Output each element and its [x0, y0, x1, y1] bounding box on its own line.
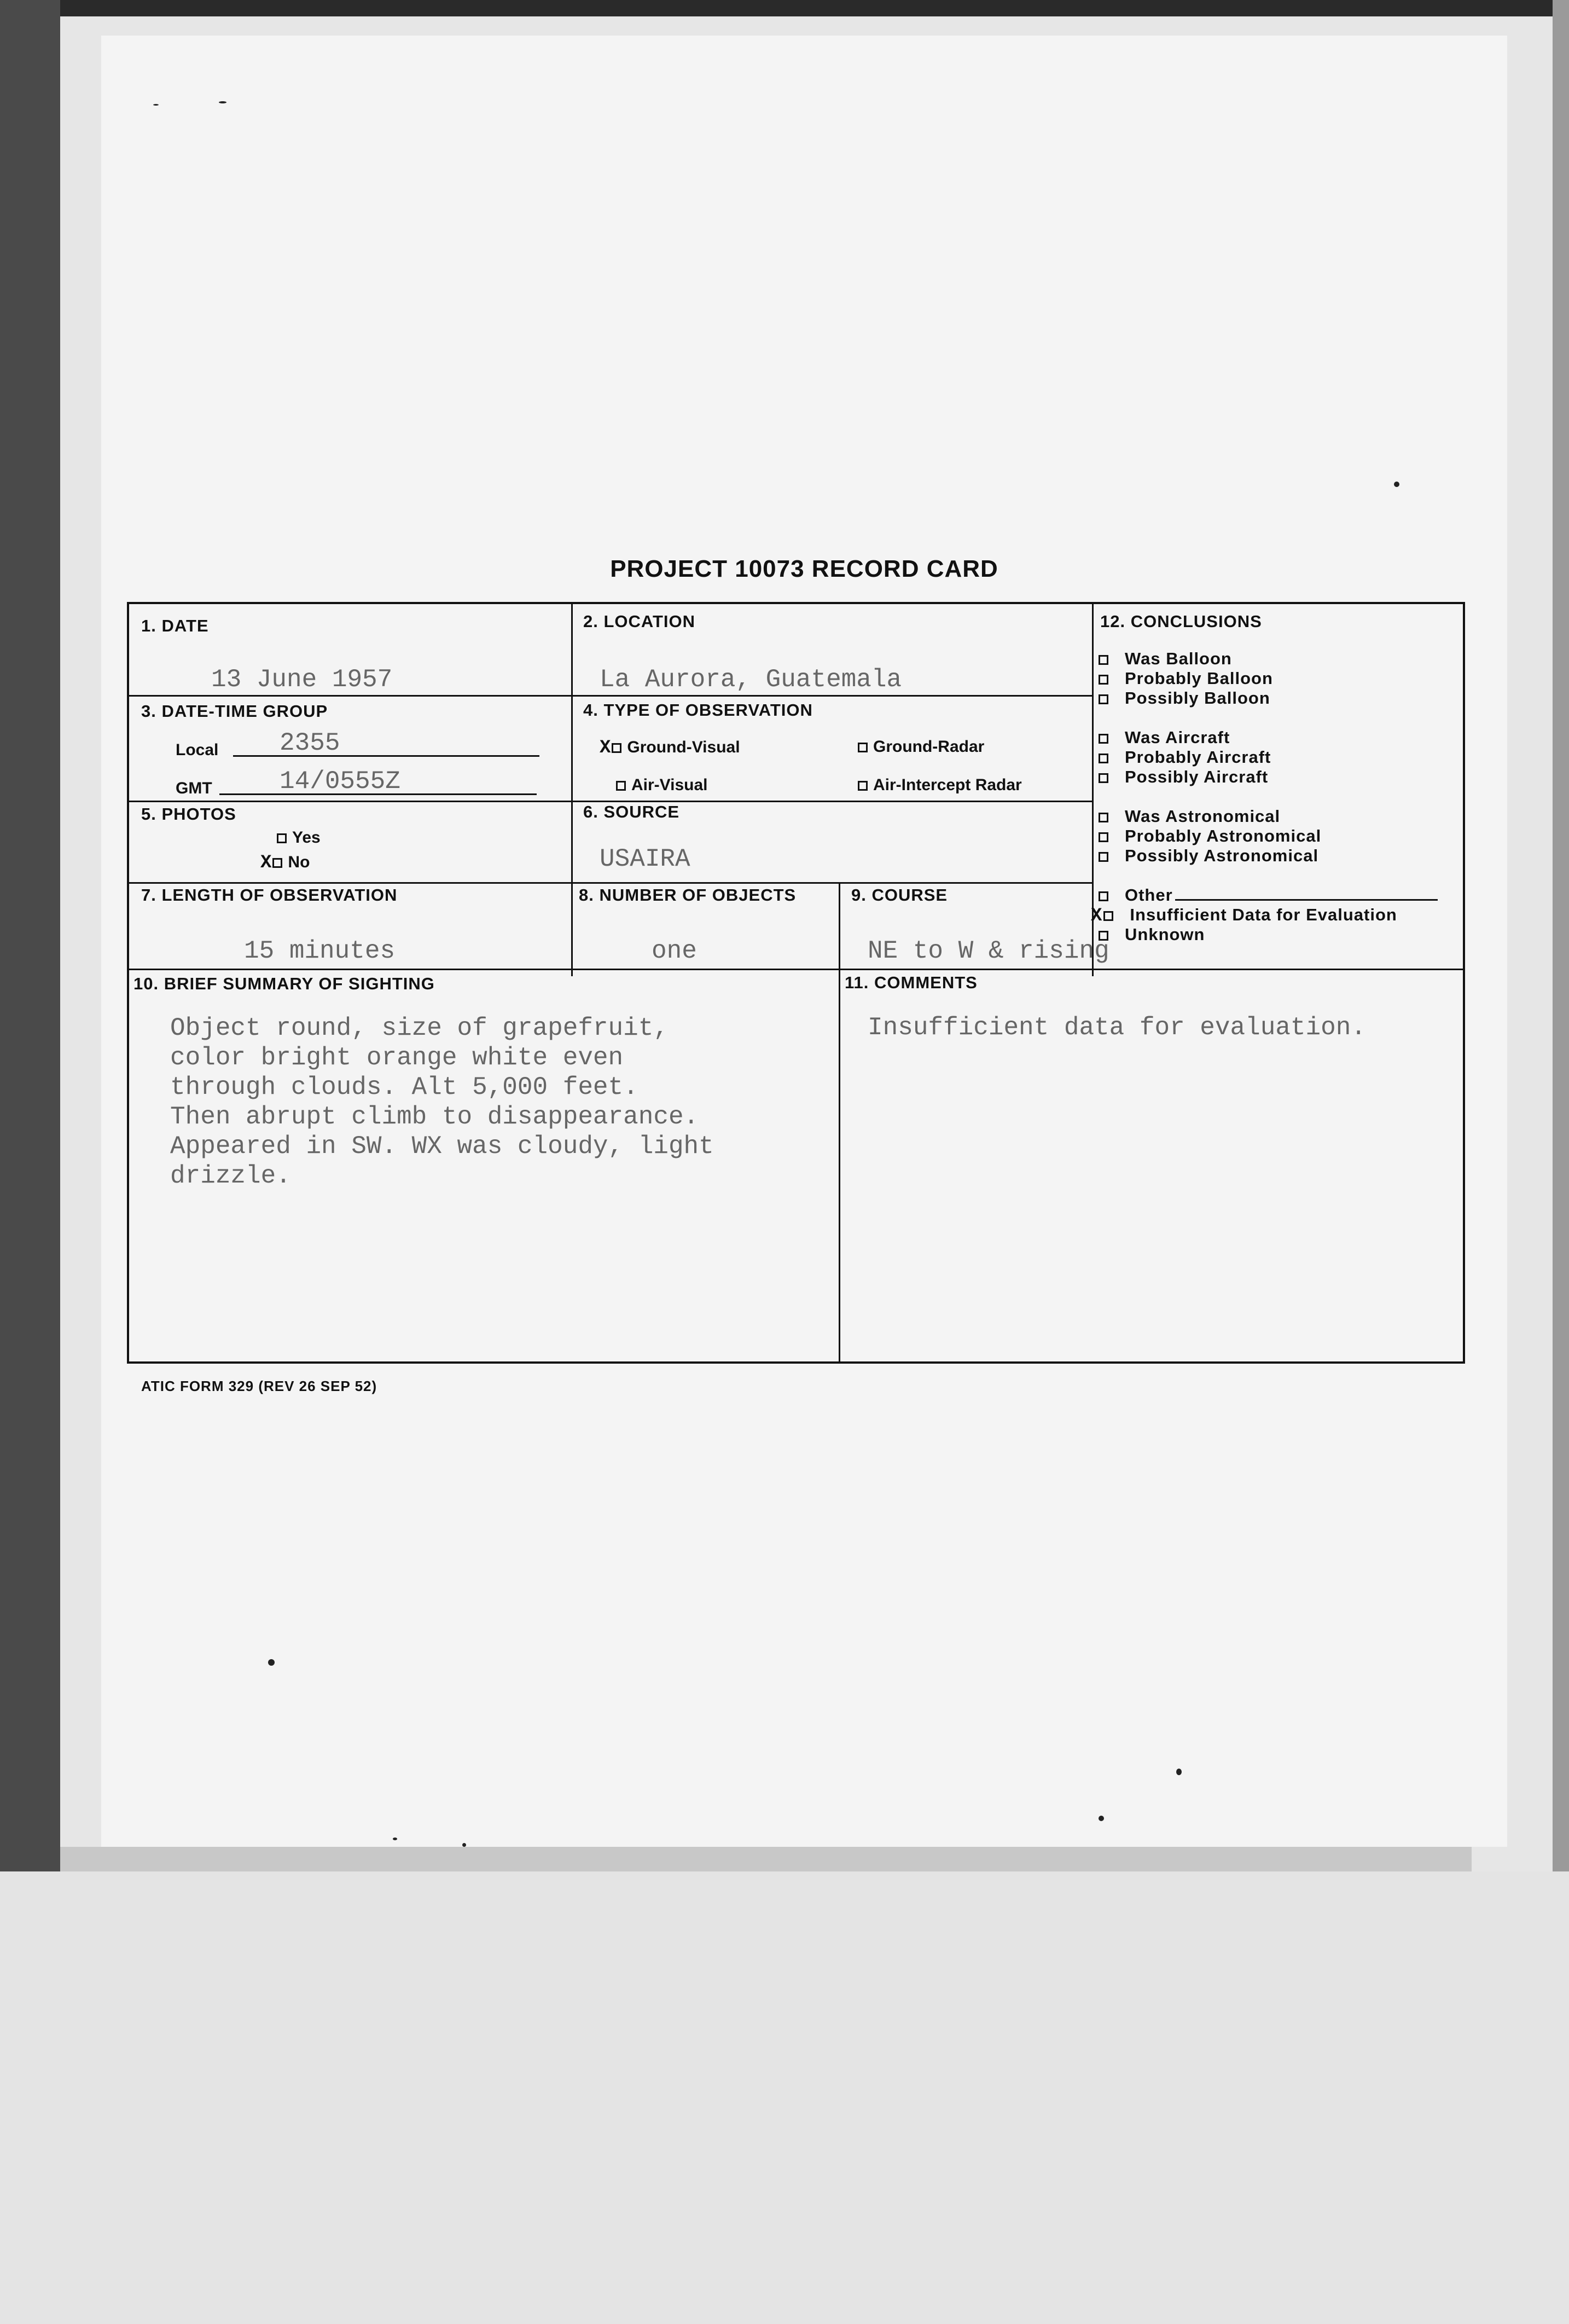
- location-label: 2. LOCATION: [583, 612, 696, 631]
- conclusion-item: [1099, 826, 1321, 846]
- checkbox-icon: [1099, 675, 1108, 685]
- background-area: [0, 1871, 1569, 2324]
- length-value: 15 minutes: [244, 937, 396, 965]
- checkbox-icon: [1099, 734, 1108, 744]
- checkbox-icon: [1099, 773, 1108, 783]
- form-number: ATIC FORM 329 (REV 26 SEP 52): [141, 1378, 377, 1394]
- record-card: [127, 602, 1465, 1364]
- photos-no: X No: [260, 853, 310, 873]
- conclusion-item: [1099, 925, 1205, 944]
- local-value: 2355: [280, 729, 340, 757]
- dust-speck: [1176, 1769, 1182, 1775]
- comments-label: 11. COMMENTS: [845, 973, 978, 992]
- checkbox-icon: [858, 743, 868, 752]
- conclusion-label: Insufficient Data for Evaluation: [1130, 905, 1397, 924]
- conclusion-label: Possibly Astronomical: [1125, 846, 1319, 865]
- dust-speck: [268, 1659, 275, 1666]
- checkbox-icon: [1099, 754, 1108, 763]
- dust-speck: [462, 1843, 466, 1847]
- summary-line: drizzle.: [170, 1162, 291, 1190]
- gmt-label: GMT: [176, 779, 212, 797]
- checkbox-icon: [277, 833, 287, 843]
- conclusion-item: [1099, 747, 1271, 767]
- photos-yes: Yes: [277, 828, 321, 847]
- date-label: 1. DATE: [141, 616, 209, 635]
- dust-speck: [393, 1838, 397, 1840]
- dust-speck: [219, 101, 226, 103]
- x-mark: X: [600, 738, 611, 758]
- comments-value: Insufficient data for evaluation.: [868, 1013, 1366, 1042]
- conclusion-item: [1099, 807, 1280, 826]
- film-edge-right: [1553, 0, 1569, 1915]
- dust-speck: [1394, 482, 1399, 487]
- checkbox-icon: [616, 781, 626, 791]
- checkbox-icon: [1099, 655, 1108, 665]
- source-value: USAIRA: [600, 845, 690, 873]
- x-mark: X: [1091, 905, 1103, 926]
- film-edge-top: [0, 0, 1569, 16]
- checkbox-icon: [1099, 891, 1108, 901]
- source-label: 6. SOURCE: [583, 802, 680, 821]
- conclusion-label: Other: [1125, 885, 1173, 905]
- summary-line: through clouds. Alt 5,000 feet.: [170, 1073, 638, 1102]
- film-edge-left: [0, 0, 60, 1871]
- conclusion-item: [1099, 767, 1268, 787]
- conclusion-item: [1091, 905, 1397, 926]
- obs-air-visual: Air-Visual: [616, 776, 708, 795]
- conclusion-label: Probably Astronomical: [1125, 826, 1322, 845]
- location-value: La Aurora, Guatemala: [600, 665, 902, 694]
- conclusion-label: Was Aircraft: [1125, 728, 1230, 747]
- obs-ground-visual: X Ground-Visual: [600, 738, 740, 758]
- conclusion-label: Possibly Aircraft: [1125, 767, 1269, 786]
- obs-air-intercept: Air-Intercept Radar: [858, 776, 1022, 795]
- other-fill-line: [1175, 899, 1438, 901]
- summary-text: [170, 1013, 714, 1191]
- gmt-value: 14/0555Z: [280, 767, 400, 796]
- sheet-shadow: [60, 1847, 1472, 1871]
- photos-label: 5. PHOTOS: [141, 804, 236, 824]
- conclusions-label: 12. CONCLUSIONS: [1100, 612, 1262, 631]
- date-value: 13 June 1957: [211, 665, 393, 694]
- conclusion-label: Probably Balloon: [1125, 669, 1273, 688]
- checkbox-icon: [1099, 813, 1108, 822]
- conclusion-item: [1099, 728, 1230, 747]
- checkbox-icon: [1103, 911, 1113, 921]
- conclusion-label: Was Astronomical: [1125, 807, 1281, 826]
- obs-type-label: 4. TYPE OF OBSERVATION: [583, 700, 813, 720]
- length-label: 7. LENGTH OF OBSERVATION: [141, 885, 398, 905]
- summary-line: Then abrupt climb to disappearance.: [170, 1103, 699, 1131]
- course-value: NE to W & rising: [868, 937, 1109, 965]
- conclusion-item: [1099, 846, 1318, 866]
- conclusion-item: [1099, 885, 1438, 905]
- summary-line: color bright orange white even: [170, 1044, 624, 1072]
- local-label: Local: [176, 741, 219, 759]
- summary-line: Appeared in SW. WX was cloudy, light: [170, 1132, 714, 1161]
- dust-speck: [1099, 1816, 1104, 1821]
- num-objects-label: 8. NUMBER OF OBJECTS: [579, 885, 797, 905]
- dtg-label: 3. DATE-TIME GROUP: [141, 702, 328, 721]
- x-mark: X: [260, 853, 272, 873]
- obs-ground-radar: Ground-Radar: [858, 738, 984, 756]
- summary-label: 10. BRIEF SUMMARY OF SIGHTING: [133, 974, 435, 993]
- summary-line: Object round, size of grapefruit,: [170, 1014, 669, 1042]
- checkbox-icon: [612, 743, 621, 753]
- checkbox-icon: [1099, 852, 1108, 862]
- conclusion-label: Possibly Balloon: [1125, 688, 1270, 708]
- conclusion-label: Probably Aircraft: [1125, 747, 1271, 767]
- conclusion-item: [1099, 649, 1232, 669]
- checkbox-icon: [1099, 832, 1108, 842]
- conclusion-item: [1099, 688, 1270, 708]
- checkbox-icon: [858, 781, 868, 791]
- conclusion-item: [1099, 669, 1273, 688]
- num-objects-value: one: [652, 937, 697, 965]
- dust-speck: [153, 104, 159, 106]
- course-label: 9. COURSE: [851, 885, 948, 905]
- conclusion-label: Unknown: [1125, 925, 1205, 944]
- card-title: PROJECT 10073 RECORD CARD: [610, 555, 998, 582]
- conclusion-label: Was Balloon: [1125, 649, 1232, 668]
- checkbox-icon: [272, 858, 282, 868]
- checkbox-icon: [1099, 931, 1108, 941]
- checkbox-icon: [1099, 694, 1108, 704]
